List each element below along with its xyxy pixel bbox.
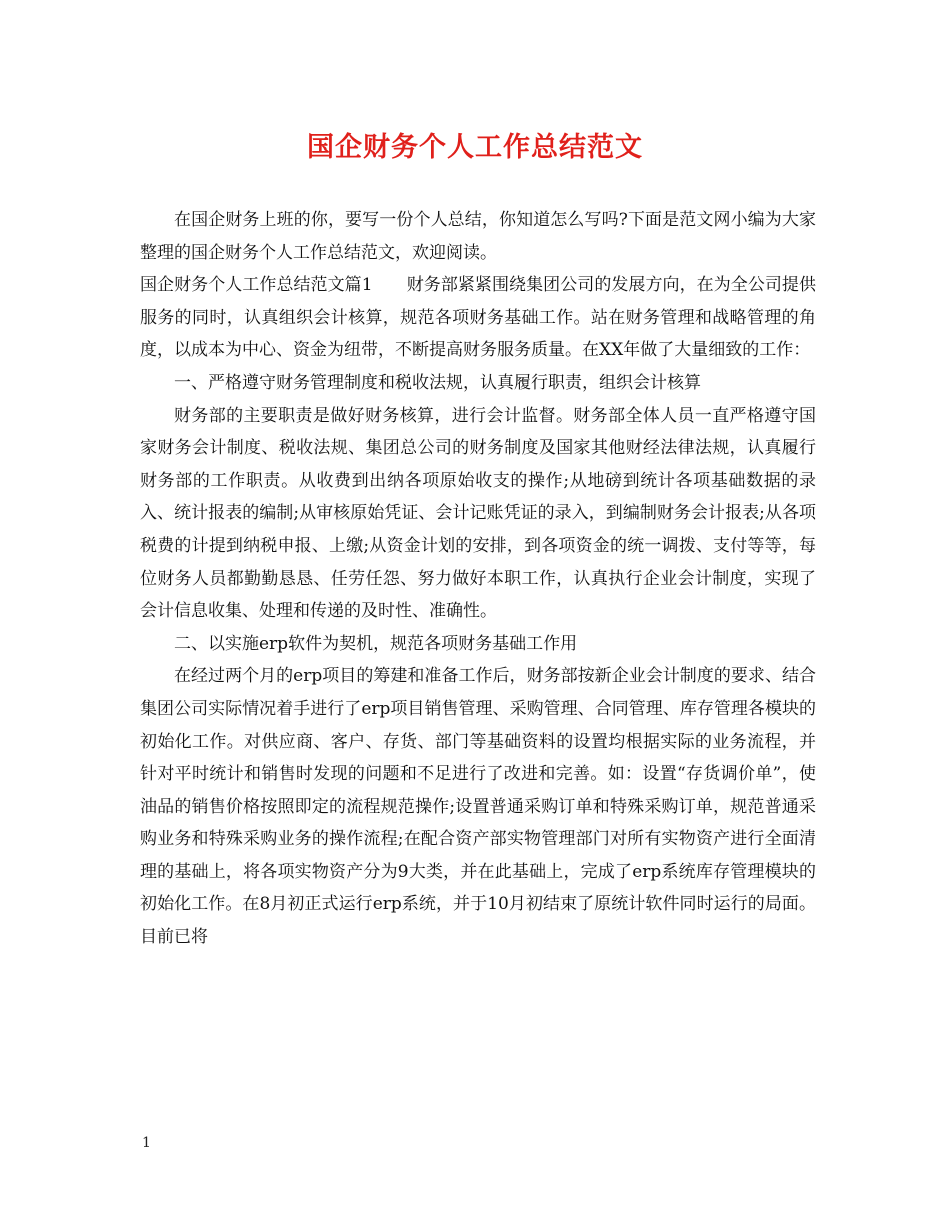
heading-section-one: 一、严格遵守财务管理制度和税收法规，认真履行职责，组织会计核算 (174, 372, 701, 393)
document-body (140, 204, 816, 954)
page-number: 1 (142, 1135, 151, 1151)
paragraph-erp-implementation: 在经过两个月的erp项目的筹建和准备工作后，财务部按新企业会计制度的要求、结合集团公司实际情况着手进行了erp项目销售管理、采购管理、合同管理、库存管理各模块的初始化工作。对供应商、客户、存货、部门等基础资料的设置均根据实际的业务流程，并针对平时统计和销售时发现的问题和不足进行了改进和完善。如：设置“存货调价单”，使油品的销售价格按照即定的流程规范操作;设置普通采购订单和特殊采购订单，规范普通采购业务和特殊采购业务的操作流程;在配合资产部实物管理部门对所有实物资产进行全面清理的基础上，将各项实物资产分为9大类，并在此基础上，完成了erp系统库存管理模块的初始化工作。在8月初正式运行erp系统，并于10月初结束了原统计软件同时运行的局面。目前已将 (140, 666, 816, 948)
paragraph-intro: 在国企财务上班的你，要写一份个人总结，你知道怎么写吗?下面是范文网小编为大家整理的国企财务个人工作总结范文，欢迎阅读。 (140, 210, 816, 263)
document-title: 国企财务个人工作总结范文 (307, 132, 643, 163)
heading-section-two: 二、以实施erp软件为契机，规范各项财务基础工作用 (174, 633, 578, 654)
paragraph-finance-duties: 财务部的主要职责是做好财务核算，进行会计监督。财务部全体人员一直严格遵守国家财务会计制度、税收法规、集团总公司的财务制度及国家其他财经法律法规，认真履行财务部的工作职责。从收费到出纳各项原始收支的操作;从地磅到统计各项基础数据的录入、统计报表的编制;从审核原始凭证、会计记账凭证的录入，到编制财务会计报表;从各项税费的计提到纳税申报、上缴;从资金计划的安排，到各项资金的统一调拨、支付等等，每位财务人员都勤勤恳恳、任劳任怨、努力做好本职工作，认真执行企业会计制度，实现了会计信息收集、处理和传递的及时性、准确性。 (140, 405, 816, 622)
paragraph-section-1-opening: 国企财务个人工作总结范文篇1 财务部紧紧围绕集团公司的发展方向，在为全公司提供服务的同时，认真组织会计核算，规范各项财务基础工作。站在财务管理和战略管理的角度，以成本为中心、资金为纽带，不断提高财务服务质量。在XX年做了大量细致的工作： (140, 275, 816, 361)
